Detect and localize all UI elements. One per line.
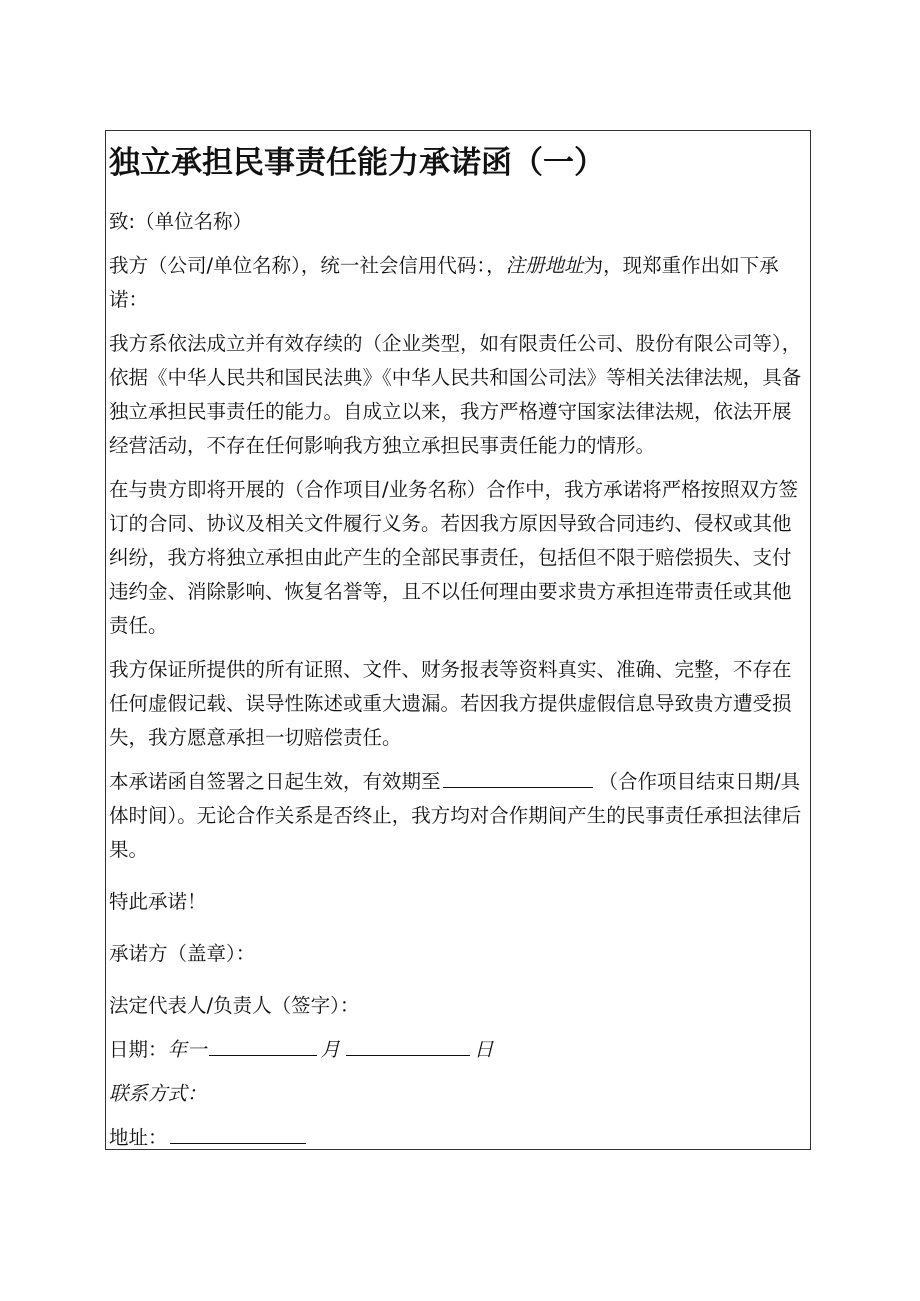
registered-address-label: 注册地址 <box>505 254 584 277</box>
paragraph-legal-status: 我方系依法成立并有效存续的（企业类型，如有限责任公司、股份有限公司等），依据《中华人民共和国民法典》《中华人民共和国公司法》等相关法律法规，具备独立承担民事责任的能力。自成立以来，我方严格遵守国家法律法规，依法开展经营活动，不存在任何影响我方独立承担民事责任能力的情形。 <box>109 332 802 457</box>
date-day-label: 日 <box>474 1038 494 1061</box>
address-label: 地址： <box>109 1126 168 1149</box>
paragraph-validity <box>109 765 807 867</box>
intro-paragraph <box>109 249 807 317</box>
date-label: 日期： <box>109 1038 168 1061</box>
date-line <box>109 1033 807 1067</box>
date-month-blank <box>346 1035 470 1056</box>
date-year-blank <box>209 1035 317 1056</box>
intro-text-2: 为，现郑重作出如下承诺： <box>109 254 779 311</box>
validity-text-after: （合作项目结束日期/具体时间）。无论合作关系是否终止，我方均对合作期间产生的民事责任承担法律后果。 <box>109 770 802 861</box>
promisor-seal-line: 承诺方（盖章）： <box>109 942 256 965</box>
document-body <box>109 141 807 1155</box>
closing-line: 特此承诺！ <box>109 890 207 913</box>
document-title: 独立承担民事责任能力承诺函（一） <box>109 145 605 181</box>
date-year-label: 年一 <box>167 1038 207 1061</box>
document-frame <box>105 130 811 1150</box>
address-line <box>109 1121 807 1155</box>
paragraph-authenticity: 我方保证所提供的所有证照、文件、财务报表等资料真实、准确、完整，不存在任何虚假记载、误导性陈述或重大遗漏。若因我方提供虚假信息导致贵方遭受损失，我方愿意承担一切赔偿责任。 <box>109 658 792 749</box>
date-month-label: 月 <box>320 1038 341 1061</box>
contact-line: 联系方式： <box>109 1082 207 1105</box>
validity-date-blank <box>443 767 593 788</box>
paragraph-liability: 在与贵方即将开展的（合作项目/业务名称）合作中，我方承诺将严格按照双方签订的合同、协议及相关文件履行义务。若因我方原因导致合同违约、侵权或其他纠纷，我方将独立承担由此产生的全部民事责任，包括但不限于赔偿损失、支付违约金、消除影响、恢复名誉等，且不以任何理由要求贵方承担连带责任或其他责任。 <box>109 478 799 637</box>
recipient-line: 致:（单位名称） <box>109 210 253 233</box>
intro-text-1: 我方（公司/单位名称），统一社会信用代码：， <box>109 254 506 277</box>
representative-signature-line: 法定代表人/负责人（签字）： <box>109 994 360 1017</box>
address-blank <box>170 1123 306 1144</box>
validity-text-before: 本承诺函自签署之日起生效，有效期至 <box>109 770 441 793</box>
